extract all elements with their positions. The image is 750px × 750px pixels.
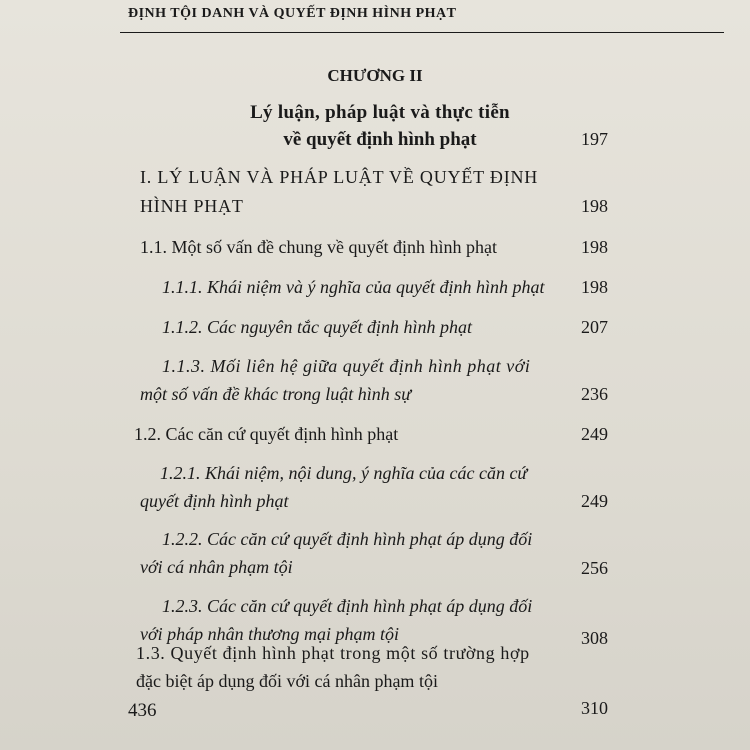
toc-entry-line: 1.3. Quyết định hình phạt trong một số trường hợp: [136, 643, 530, 663]
header-rule: [120, 32, 724, 33]
toc-page-number: 310: [581, 698, 608, 718]
toc-entry-line: HÌNH PHẠT: [140, 196, 244, 216]
chapter-title-line-1: Lý luận, pháp luật và thực tiễn: [250, 102, 510, 123]
toc-page-number: 198: [581, 277, 608, 297]
toc-page-number: 198: [581, 237, 608, 257]
toc-entry-line: 1.1. Một số vấn đề chung về quyết định hình phạt: [140, 237, 497, 257]
toc-entry-line: 1.2.2. Các căn cứ quyết định hình phạt áp dụng đối: [162, 529, 533, 549]
chapter-title-line-2: về quyết định hình phạt: [283, 129, 477, 150]
toc-page-number: 198: [581, 196, 608, 216]
toc-page-number: 236: [581, 384, 608, 404]
toc-page-number: 207: [581, 317, 608, 337]
chapter-page-number: 197: [581, 129, 608, 149]
toc-page-number: 308: [581, 628, 608, 648]
toc-entry-line: 1.1.3. Mối liên hệ giữa quyết định hình phạt với: [162, 356, 531, 376]
toc-entry-line: với pháp nhân thương mại phạm tội: [140, 624, 400, 644]
page-number: 436: [128, 700, 157, 721]
toc-entry-line: 1.1.1. Khái niệm và ý nghĩa của quyết định hình phạt: [162, 277, 545, 297]
toc-entry-line: quyết định hình phạt: [140, 491, 289, 511]
toc-entry-line: 1.2. Các căn cứ quyết định hình phạt: [134, 424, 399, 444]
toc-entry-line: 1.2.1. Khái niệm, nội dung, ý nghĩa của các căn cứ: [160, 463, 528, 483]
toc-entry-line: 1.2.3. Các căn cứ quyết định hình phạt áp dụng đối: [162, 596, 533, 616]
toc-entry-line: với cá nhân phạm tội: [140, 557, 293, 577]
toc-entry-line: một số vấn đề khác trong luật hình sự: [140, 384, 412, 404]
chapter-heading: CHƯƠNG II: [327, 66, 423, 85]
toc-page-number: 249: [581, 491, 608, 511]
toc-entry-line: 1.1.2. Các nguyên tắc quyết định hình phạt: [162, 317, 472, 337]
toc-entry-line: I. LÝ LUẬN VÀ PHÁP LUẬT VỀ QUYẾT ĐỊNH: [140, 167, 539, 187]
toc-page-number: 256: [581, 558, 608, 578]
toc-entry-line: đặc biệt áp dụng đối với cá nhân phạm tội: [136, 671, 438, 691]
toc-page-number: 249: [581, 424, 608, 444]
running-head: ĐỊNH TỘI DANH VÀ QUYẾT ĐỊNH HÌNH PHẠT: [128, 6, 457, 21]
